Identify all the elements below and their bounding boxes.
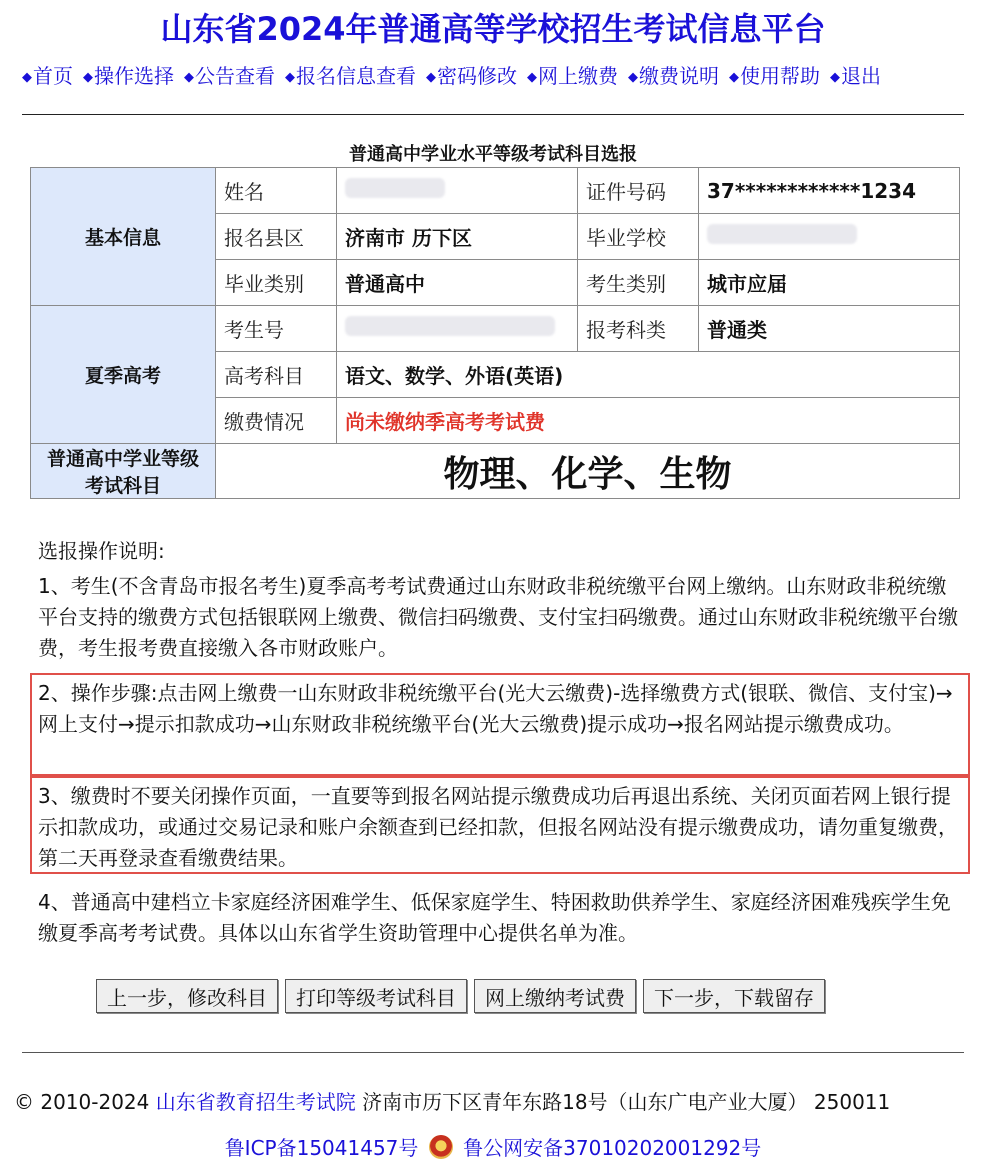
name-value-redacted bbox=[337, 168, 578, 214]
diamond-icon: ◆ bbox=[628, 70, 638, 85]
payment-status-value: 尚未缴纳季高考考试费 bbox=[337, 398, 960, 444]
address-text: 济南市历下区青年东路18号（山东广电产业大厦） 250011 bbox=[362, 1090, 891, 1114]
grad-type-value: 普通高中 bbox=[337, 260, 578, 306]
footer-divider bbox=[22, 1052, 964, 1053]
nav-online-payment[interactable]: ◆网上缴费 bbox=[527, 64, 618, 88]
instruction-item-4: 4、普通高中建档立卡家庭经济困难学生、低保家庭学生、特困救助供养学生、家庭经济困难残疾学生免缴夏季高考考试费。具体以山东省学生资助管理中心提供名单为准。 bbox=[38, 890, 951, 945]
instruction-item-1: 1、考生(不含青岛市报名考生)夏季高考考试费通过山东财政非税统缴平台网上缴纳。山东财政非税统缴平台支持的缴费方式包括银联网上缴费、微信扫码缴费、支付宝扫码缴费。通过山东财政非税统缴平台缴费，考生报考费直接缴入各市财政账户。 bbox=[38, 574, 958, 660]
footer-license-line bbox=[0, 1132, 986, 1161]
table-row bbox=[31, 168, 960, 214]
exam-no-value-redacted bbox=[337, 306, 578, 352]
name-label: 姓名 bbox=[216, 168, 337, 214]
section-level-exam: 普通高中学业等级考试科目 bbox=[31, 444, 216, 499]
exam-subjects-label: 高考科目 bbox=[216, 352, 337, 398]
diamond-icon: ◆ bbox=[22, 70, 32, 85]
id-value: 37************1234 bbox=[699, 168, 960, 214]
main-nav bbox=[22, 60, 972, 89]
county-value: 济南市 历下区 bbox=[337, 214, 578, 260]
diamond-icon: ◆ bbox=[729, 70, 739, 85]
diamond-icon: ◆ bbox=[426, 70, 436, 85]
print-subjects-button[interactable]: 打印等级考试科目 bbox=[285, 979, 467, 1013]
redacted-block bbox=[345, 316, 555, 336]
nav-announcements[interactable]: ◆公告查看 bbox=[184, 64, 275, 88]
section-summer-exam: 夏季高考 bbox=[31, 306, 216, 444]
table-row bbox=[31, 444, 960, 499]
nav-operation-select[interactable]: ◆操作选择 bbox=[83, 64, 174, 88]
county-label: 报名县区 bbox=[216, 214, 337, 260]
table-caption: 普通高中学业水平等级考试科目选报 bbox=[349, 144, 637, 165]
action-buttons bbox=[96, 979, 825, 1013]
nav-registration-info[interactable]: ◆报名信息查看 bbox=[285, 64, 416, 88]
next-step-button[interactable]: 下一步，下载留存 bbox=[643, 979, 825, 1013]
pay-online-button[interactable]: 网上缴纳考试费 bbox=[474, 979, 636, 1013]
diamond-icon: ◆ bbox=[527, 70, 537, 85]
info-table bbox=[30, 167, 960, 499]
category-label: 报考科类 bbox=[578, 306, 699, 352]
table-row bbox=[31, 306, 960, 352]
payment-status-label: 缴费情况 bbox=[216, 398, 337, 444]
redacted-block bbox=[707, 224, 857, 244]
student-type-value: 城市应届 bbox=[699, 260, 960, 306]
section-basic-info: 基本信息 bbox=[31, 168, 216, 306]
exam-no-label: 考生号 bbox=[216, 306, 337, 352]
instruction-item-2: 2、操作步骤:点击网上缴费一山东财政非税统缴平台(光大云缴费)-选择缴费方式(银联、微信、支付宝)→网上支付→提示扣款成功→山东财政非税统缴平台(光大云缴费)提示成功→报名网站提示缴费成功。 bbox=[38, 681, 953, 736]
diamond-icon: ◆ bbox=[285, 70, 295, 85]
page-title: 山东省2024年普通高等学校招生考试信息平台 bbox=[160, 10, 826, 48]
level-exam-subjects: 物理、化学、生物 bbox=[216, 444, 960, 499]
id-label: 证件号码 bbox=[578, 168, 699, 214]
diamond-icon: ◆ bbox=[184, 70, 194, 85]
student-type-label: 考生类别 bbox=[578, 260, 699, 306]
nav-home[interactable]: ◆首页 bbox=[22, 64, 73, 88]
nav-payment-notes[interactable]: ◆缴费说明 bbox=[628, 64, 719, 88]
category-value: 普通类 bbox=[699, 306, 960, 352]
diamond-icon: ◆ bbox=[83, 70, 93, 85]
police-record-link[interactable]: 鲁公网安备37010202001292号 bbox=[463, 1136, 762, 1160]
diamond-icon: ◆ bbox=[830, 70, 840, 85]
footer-copyright-line bbox=[14, 1086, 984, 1115]
instructions-title: 选报操作说明: bbox=[38, 539, 165, 563]
nav-logout[interactable]: ◆退出 bbox=[830, 64, 881, 88]
nav-password[interactable]: ◆密码修改 bbox=[426, 64, 517, 88]
grad-type-label: 毕业类别 bbox=[216, 260, 337, 306]
redacted-block bbox=[345, 178, 445, 198]
header-divider bbox=[22, 114, 964, 115]
prev-step-button[interactable]: 上一步，修改科目 bbox=[96, 979, 278, 1013]
icp-link[interactable]: 鲁ICP备15041457号 bbox=[224, 1136, 419, 1160]
exam-subjects-value: 语文、数学、外语(英语) bbox=[337, 352, 960, 398]
org-link[interactable]: 山东省教育招生考试院 bbox=[155, 1090, 356, 1114]
school-label: 毕业学校 bbox=[578, 214, 699, 260]
nav-help[interactable]: ◆使用帮助 bbox=[729, 64, 820, 88]
instruction-item-3: 3、缴费时不要关闭操作页面，一直要等到报名网站提示缴费成功后再退出系统、关闭页面若网上银行提示扣款成功，或通过交易记录和账户余额查到已经扣款，但报名网站没有提示缴费成功，请勿重复缴费，第二天再登录查看缴费结果。 bbox=[38, 784, 958, 870]
police-badge-icon bbox=[429, 1135, 453, 1159]
copyright-text: © 2010-2024 bbox=[14, 1090, 150, 1114]
school-value-redacted bbox=[699, 214, 960, 260]
